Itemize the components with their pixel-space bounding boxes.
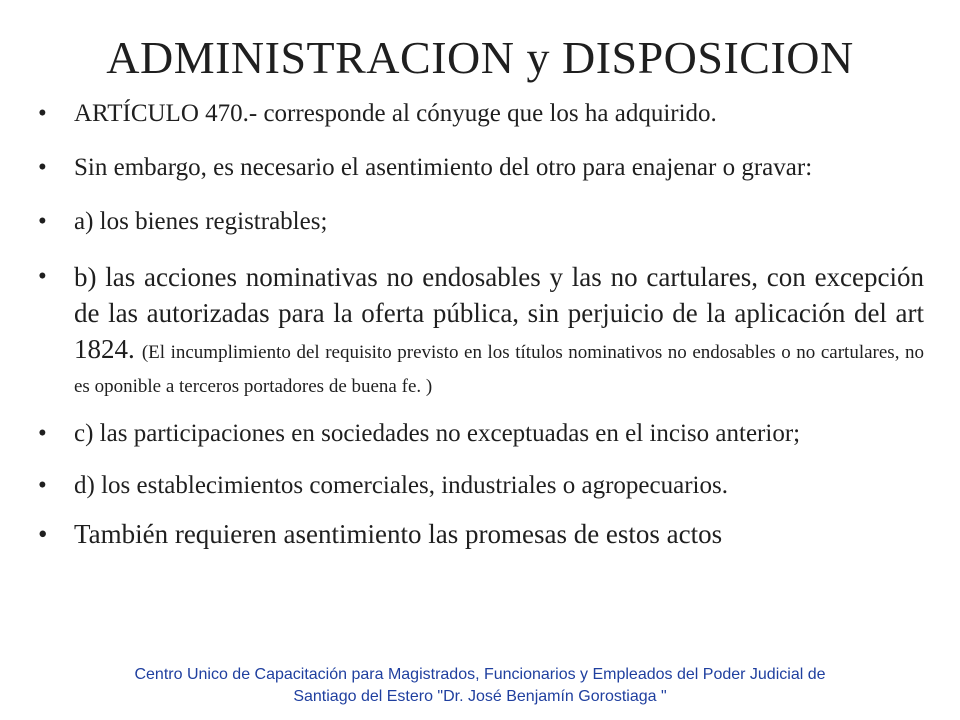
bullet-item-sin-embargo [38, 152, 924, 184]
bullet-text: d) los establecimientos comerciales, industriales o agropecuarios. [74, 472, 728, 499]
bullet-icon: • [38, 420, 47, 447]
bullet-item-articulo [38, 98, 924, 130]
bullet-icon: • [38, 208, 47, 235]
bullet-text: ARTÍCULO 470.- corresponde al cónyuge que los ha adquirido. [74, 100, 717, 127]
bullet-item-tambien [38, 520, 924, 548]
bullet-icon: • [38, 472, 47, 499]
bullet-icon: • [38, 100, 47, 127]
bullet-icon: • [38, 519, 48, 549]
slide-footer [40, 664, 920, 708]
bullet-item-d [38, 470, 924, 502]
footer-line-1: Centro Unico de Capacitación para Magistrados, Funcionarios y Empleados del Poder Judicial de [134, 666, 826, 683]
bullet-icon: • [38, 263, 47, 290]
bullet-item-a [38, 206, 924, 238]
slide-title: ADMINISTRACION y DISPOSICION [106, 32, 854, 83]
bullet-text: c) las participaciones en sociedades no exceptuadas en el inciso anterior; [74, 420, 801, 447]
bullet-text: También requieren asentimiento las promesas de estos actos [74, 519, 723, 549]
bullet-list [38, 90, 924, 548]
footer-line-2: Santiago del Estero "Dr. José Benjamín Gorostiaga " [293, 688, 667, 705]
bullet-item-c [38, 418, 924, 450]
bullet-note: (El incumplimiento del requisito previsto en los títulos nominativos no endosables o no cartulares, no es oponible a terceros portadores de buena fe. ) [74, 342, 924, 397]
bullet-text: a) los bienes registrables; [74, 208, 328, 235]
bullet-icon: • [38, 154, 47, 181]
bullet-text: b) las acciones nominativas no endosables y las no cartulares, con excepción de las autorizadas para la oferta pública, sin perjuicio de la aplicación del art 1824. [74, 262, 924, 364]
bullet-item-b [38, 260, 924, 402]
bullet-text: Sin embargo, es necesario el asentimiento del otro para enajenar o gravar: [74, 154, 813, 181]
